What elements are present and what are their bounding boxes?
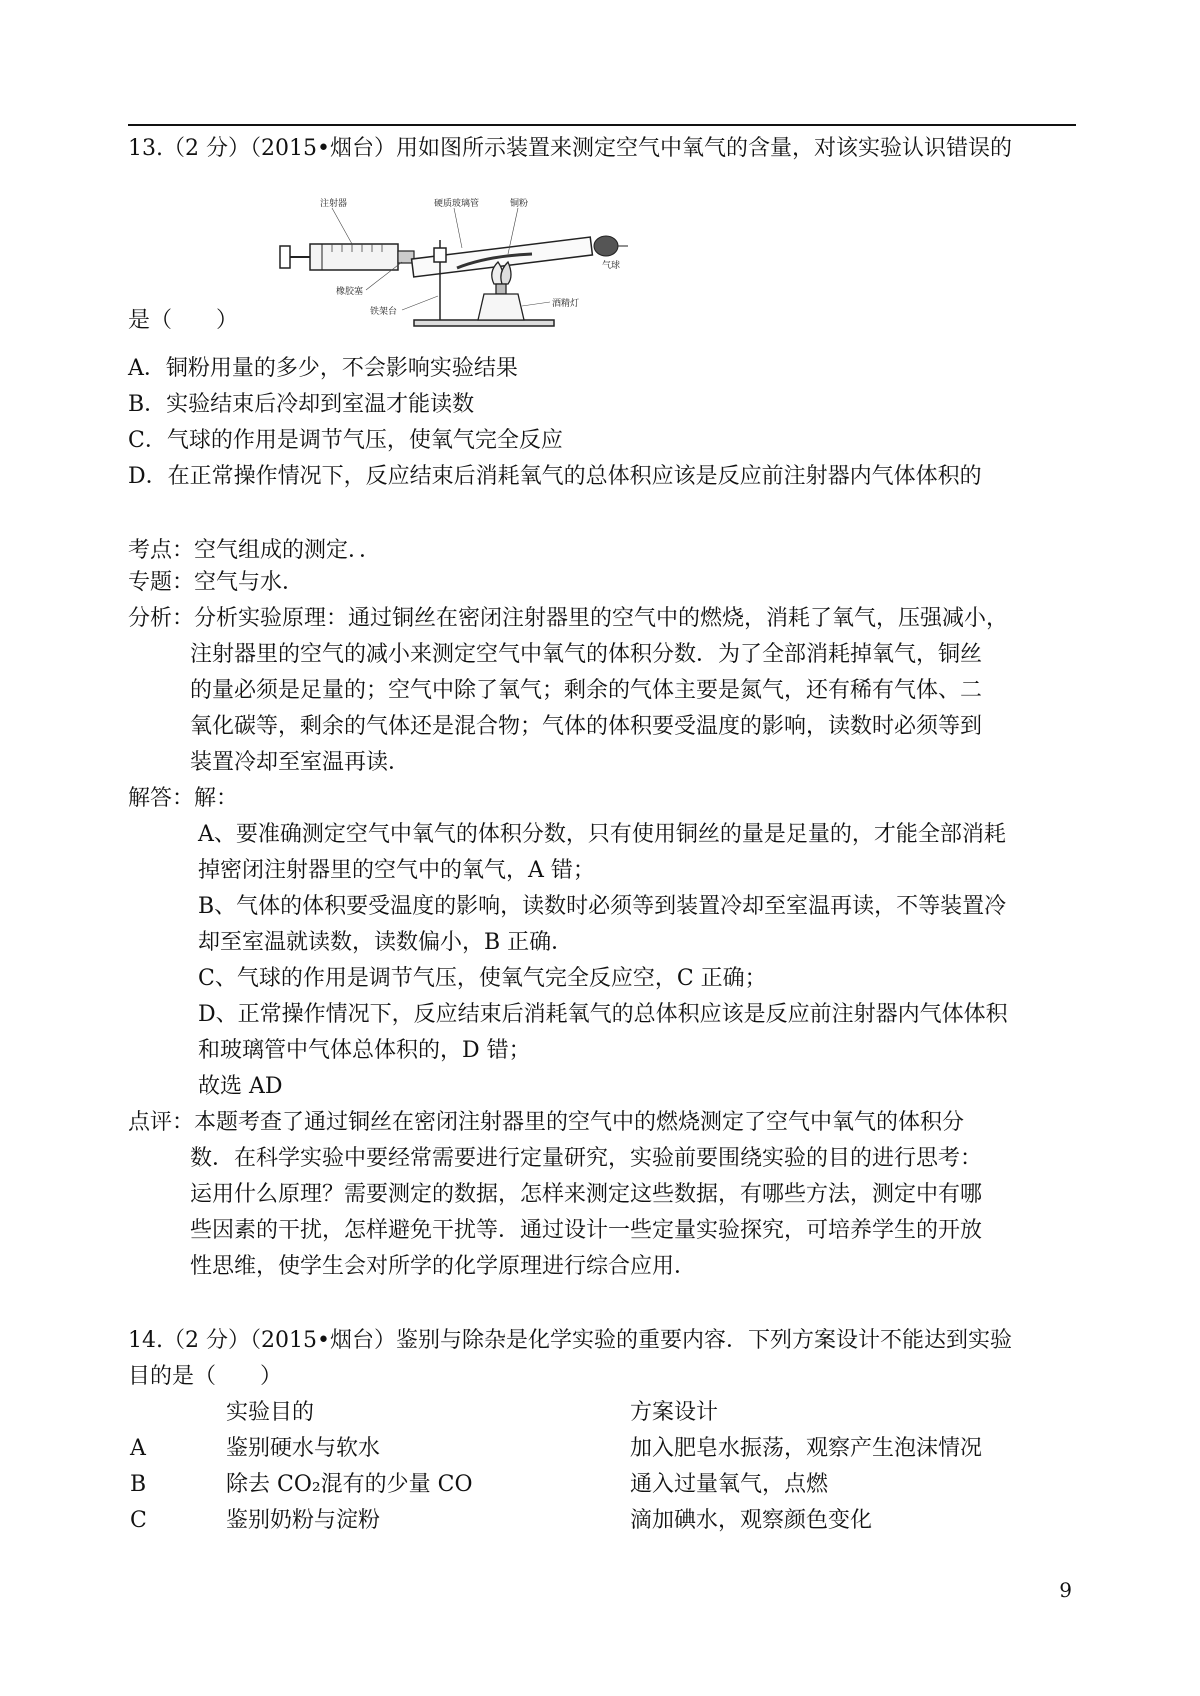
jieda-head: 解答：解： xyxy=(128,786,239,811)
jieda-line5: C、气球的作用是调节气压，使氧气完全反应空，C 正确； xyxy=(198,966,767,991)
jieda-line8: 故选 AD xyxy=(198,1074,283,1099)
fenxi-line4: 氧化碳等，剩余的气体还是混合物；气体的体积要受温度的影响，读数时必须等到 xyxy=(190,714,983,739)
dianping-line1: 点评：本题考查了通过铜丝在密闭注射器里的空气中的燃烧测定了空气中氧气的体积分 xyxy=(128,1110,965,1135)
q13-stem-line1: 13.（2 分）（2015•烟台）用如图所示装置来测定空气中氧气的含量，对该实验认识错误的 xyxy=(128,136,1012,161)
fenxi-line1: 分析：分析实验原理：通过铜丝在密闭注射器里的空气中的燃烧，消耗了氧气，压强减小， xyxy=(128,606,1009,631)
q14-row-plan: 加入肥皂水振荡，观察产生泡沫情况 xyxy=(630,1436,983,1461)
q14-row-key: A xyxy=(130,1436,146,1461)
alcohol-lamp-icon xyxy=(478,262,524,320)
label-lamp: 酒精灯 xyxy=(552,299,580,309)
q14-row-purpose: 鉴别硬水与软水 xyxy=(226,1436,381,1461)
q14-row-purpose: 鉴别奶粉与淀粉 xyxy=(226,1508,381,1533)
jieda-line7: 和玻璃管中气体总体积的，D 错； xyxy=(198,1038,531,1063)
dianping-line2: 数．在科学实验中要经常需要进行定量研究，实验前要围绕实验的目的进行思考： xyxy=(190,1146,983,1171)
q13-option-d: D．在正常操作情况下，反应结束后消耗氧气的总体积应该是反应前注射器内气体体积的 xyxy=(128,464,982,489)
q13-option-c: C．气球的作用是调节气压，使氧气完全反应 xyxy=(128,428,563,453)
q14-stem-line2: 目的是（ ） xyxy=(128,1364,283,1389)
jieda-line4: 却至室温就读数，读数偏小，B 正确． xyxy=(198,930,574,955)
jieda-line6: D、正常操作情况下，反应结束后消耗氧气的总体积应该是反应前注射器内气体体积 xyxy=(198,1002,1008,1027)
dianping-line5: 性思维，使学生会对所学的化学原理进行综合应用． xyxy=(190,1254,697,1279)
fenxi-line3: 的量必须是足量的；空气中除了氧气；剩余的气体主要是氮气，还有稀有气体、二 xyxy=(190,678,983,703)
q14-header-plan: 方案设计 xyxy=(630,1400,719,1425)
q13-stem-line2: 是（ ） xyxy=(128,308,239,333)
label-syringe: 注射器 xyxy=(320,199,348,209)
jieda-line2: 掉密闭注射器里的空气中的氧气，A 错； xyxy=(198,858,595,883)
label-copper: 铜粉 xyxy=(510,199,529,209)
q14-row-purpose: 除去 CO₂混有的少量 CO xyxy=(226,1472,473,1497)
q14-row-plan: 通入过量氧气，点燃 xyxy=(630,1472,829,1497)
balloon-icon xyxy=(594,236,628,256)
fenxi-line5: 装置冷却至室温再读． xyxy=(190,750,411,775)
header-rule xyxy=(128,124,1076,126)
q14-row-plan: 滴加碘水，观察颜色变化 xyxy=(630,1508,873,1533)
jieda-line3: B、气体的体积要受温度的影响，读数时必须等到装置冷却至室温再读，不等装置冷 xyxy=(198,894,1007,919)
label-balloon: 气球 xyxy=(602,261,621,271)
kaodian: 考点：空气组成的测定．． xyxy=(128,538,382,563)
page-number: 9 xyxy=(1059,1578,1072,1602)
zhuanti: 专题：空气与水． xyxy=(128,570,305,595)
apparatus-figure xyxy=(262,196,632,330)
q13-option-b: B．实验结束后冷却到室温才能读数 xyxy=(128,392,475,417)
q13-option-a: A．铜粉用量的多少，不会影响实验结果 xyxy=(128,356,518,381)
label-stopper: 橡胶塞 xyxy=(336,287,364,297)
label-glass-tube: 硬质玻璃管 xyxy=(434,199,480,209)
jieda-line1: A、要准确测定空气中氧气的体积分数，只有使用铜丝的量是足量的，才能全部消耗 xyxy=(198,822,1006,847)
fenxi-line2: 注射器里的空气的减小来测定空气中氧气的体积分数．为了全部消耗掉氧气，铜丝 xyxy=(190,642,983,667)
label-stand: 铁架台 xyxy=(370,307,398,317)
q14-stem-line1: 14.（2 分）（2015•烟台）鉴别与除杂是化学实验的重要内容．下列方案设计不能达到实验 xyxy=(128,1328,1012,1353)
q14-header-purpose: 实验目的 xyxy=(226,1400,315,1425)
syringe-icon xyxy=(280,244,414,270)
dianping-line3: 运用什么原理？需要测定的数据，怎样来测定这些数据，有哪些方法，测定中有哪 xyxy=(190,1182,983,1207)
q14-row-key: B xyxy=(130,1472,147,1497)
q14-row-key: C xyxy=(130,1508,147,1533)
dianping-line4: 些因素的干扰，怎样避免干扰等．通过设计一些定量实验探究，可培养学生的开放 xyxy=(190,1218,983,1243)
